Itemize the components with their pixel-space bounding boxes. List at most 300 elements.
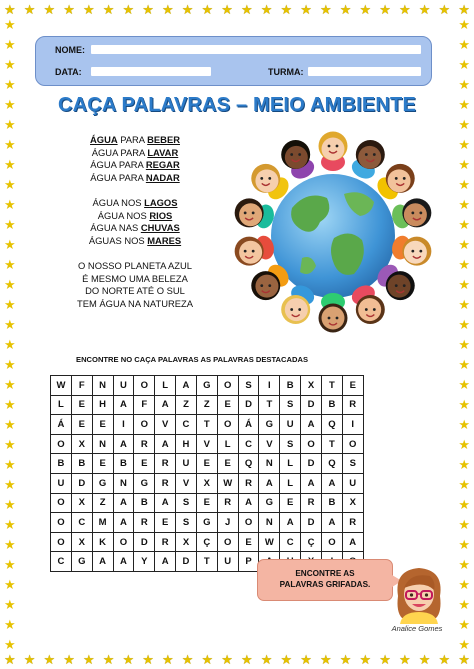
poem-line [40, 285, 230, 298]
star-icon: ★ [43, 2, 56, 17]
grid-cell[interactable]: Z [176, 395, 197, 415]
grid-cell[interactable]: L [280, 473, 301, 493]
star-icon: ★ [280, 2, 293, 17]
grid-cell[interactable]: G [259, 493, 280, 513]
star-icon: ★ [320, 652, 332, 667]
star-icon: ★ [280, 652, 293, 667]
grid-cell[interactable]: R [155, 532, 176, 552]
star-icon: ★ [379, 652, 391, 667]
grid-cell[interactable]: M [92, 513, 113, 533]
grid-cell[interactable]: E [280, 493, 301, 513]
poem-line [40, 184, 230, 197]
grid-cell[interactable]: Ç [301, 532, 322, 552]
star-icon: ★ [4, 337, 16, 352]
poem-line [40, 210, 230, 223]
grid-cell[interactable]: A [155, 434, 176, 454]
star-icon: ★ [102, 2, 115, 17]
grid-cell[interactable]: O [217, 415, 238, 435]
grid-cell[interactable]: R [155, 473, 176, 493]
grid-cell[interactable]: X [196, 473, 217, 493]
grid-cell[interactable]: L [217, 434, 238, 454]
grid-cell[interactable]: Z [92, 493, 113, 513]
grid-cell[interactable]: N [92, 434, 113, 454]
star-icon: ★ [458, 477, 470, 492]
star-icon: ★ [4, 557, 16, 572]
grid-cell[interactable]: B [280, 376, 301, 396]
grid-cell[interactable]: N [113, 473, 134, 493]
grid-cell[interactable]: E [71, 415, 92, 435]
star-icon: ★ [181, 652, 194, 667]
grid-cell[interactable]: T [321, 434, 342, 454]
star-icon: ★ [4, 17, 16, 32]
grid-cell[interactable]: G [259, 415, 280, 435]
star-icon: ★ [418, 652, 431, 667]
grid-cell[interactable]: V [155, 415, 176, 435]
grid-cell[interactable]: G [196, 513, 217, 533]
grid-cell[interactable]: R [134, 513, 155, 533]
grid-cell[interactable]: E [134, 454, 155, 474]
grid-cell[interactable]: U [217, 552, 238, 572]
star-icon: ★ [201, 652, 214, 667]
grid-cell[interactable]: H [176, 434, 197, 454]
star-icon: ★ [4, 417, 16, 432]
poem [40, 134, 230, 310]
callout-bubble [257, 559, 393, 601]
star-icon: ★ [63, 652, 75, 667]
grid-cell[interactable]: I [259, 376, 280, 396]
grid-cell[interactable]: H [92, 395, 113, 415]
grid-cell[interactable]: E [71, 395, 92, 415]
star-icon: ★ [458, 297, 470, 312]
grid-cell[interactable]: G [134, 473, 155, 493]
star-icon: ★ [320, 2, 332, 17]
star-icon: ★ [4, 397, 16, 412]
grid-cell[interactable]: U [280, 415, 301, 435]
grid-cell[interactable]: U [51, 473, 72, 493]
star-icon: ★ [4, 517, 16, 532]
highlighted-word: RIOS [149, 209, 173, 221]
grid-cell[interactable]: B [71, 454, 92, 474]
grid-cell[interactable]: T [321, 376, 342, 396]
star-icon: ★ [221, 652, 233, 667]
star-icon: ★ [83, 2, 95, 17]
star-icon: ★ [458, 57, 470, 72]
grid-cell[interactable]: Q [238, 454, 259, 474]
star-icon: ★ [458, 637, 470, 652]
grid-cell[interactable]: A [155, 552, 176, 572]
grid-cell[interactable]: Y [134, 552, 155, 572]
grid-cell[interactable]: A [92, 552, 113, 572]
poem-text: ÁGUA NOS [92, 196, 145, 208]
highlighted-word: NADAR [145, 171, 180, 183]
star-icon: ★ [4, 477, 16, 492]
grid-cell[interactable]: V [196, 434, 217, 454]
star-icon: ★ [4, 577, 16, 592]
star-icon: ★ [4, 537, 16, 552]
poem-text: DO NORTE ATÉ O SUL [85, 285, 185, 297]
grid-cell[interactable]: U [342, 473, 363, 493]
star-icon: ★ [221, 2, 233, 17]
highlighted-word: CHUVAS [140, 222, 180, 234]
star-icon: ★ [458, 457, 470, 472]
star-icon: ★ [83, 652, 95, 667]
grid-cell[interactable]: D [301, 513, 322, 533]
grid-cell[interactable]: X [342, 493, 363, 513]
poem-text: ÁGUA NOS [97, 209, 150, 221]
star-icon: ★ [339, 652, 352, 667]
star-icon: ★ [4, 197, 16, 212]
star-icon: ★ [4, 137, 16, 152]
star-icon: ★ [458, 237, 470, 252]
turma-field[interactable] [308, 67, 421, 76]
grid-cell[interactable]: A [113, 552, 134, 572]
grid-cell[interactable]: R [342, 395, 363, 415]
grid-cell[interactable]: R [342, 513, 363, 533]
grid-cell[interactable]: E [196, 493, 217, 513]
star-icon: ★ [458, 277, 470, 292]
grid-cell[interactable]: A [113, 395, 134, 415]
star-icon: ★ [399, 2, 411, 17]
child-figure [235, 234, 277, 266]
grid-cell[interactable]: O [134, 376, 155, 396]
grid-cell[interactable]: Q [321, 415, 342, 435]
grid-cell[interactable]: B [113, 454, 134, 474]
grid-cell[interactable]: A [113, 493, 134, 513]
grid-cell[interactable]: C [176, 415, 197, 435]
star-icon: ★ [4, 217, 16, 232]
star-icon: ★ [162, 2, 174, 17]
student-info-box [35, 36, 432, 86]
grid-cell[interactable]: O [51, 434, 72, 454]
grid-cell[interactable]: F [134, 395, 155, 415]
grid-row [51, 395, 364, 415]
star-icon: ★ [458, 117, 470, 132]
grid-cell[interactable]: O [301, 434, 322, 454]
grid-cell[interactable]: L [155, 376, 176, 396]
star-icon: ★ [122, 2, 135, 17]
grid-cell[interactable]: C [51, 552, 72, 572]
grid-cell[interactable]: T [196, 552, 217, 572]
poem-line [40, 197, 230, 210]
grid-cell[interactable]: A [280, 513, 301, 533]
star-icon: ★ [458, 357, 470, 372]
grid-cell[interactable]: E [92, 415, 113, 435]
grid-cell[interactable]: E [342, 376, 363, 396]
callout-line-1: ENCONTRE AS [295, 569, 355, 578]
grid-cell[interactable]: E [196, 454, 217, 474]
grid-cell[interactable]: O [134, 415, 155, 435]
grid-cell[interactable]: A [155, 493, 176, 513]
star-icon: ★ [458, 597, 470, 612]
grid-cell[interactable]: Á [51, 415, 72, 435]
nome-label: NOME: [55, 45, 85, 55]
star-icon: ★ [458, 17, 470, 32]
star-icon: ★ [260, 652, 273, 667]
grid-cell[interactable]: O [217, 532, 238, 552]
globe-icon [271, 174, 395, 298]
star-icon: ★ [43, 652, 56, 667]
star-icon: ★ [458, 557, 470, 572]
star-icon: ★ [4, 652, 16, 667]
highlighted-word: LAGOS [144, 196, 178, 208]
grid-cell[interactable]: B [321, 493, 342, 513]
star-icon: ★ [418, 2, 431, 17]
grid-cell[interactable]: G [92, 473, 113, 493]
child-figure [319, 132, 348, 172]
star-icon: ★ [241, 652, 253, 667]
star-icon: ★ [4, 497, 16, 512]
grid-cell[interactable]: O [321, 532, 342, 552]
star-icon: ★ [359, 2, 372, 17]
grid-cell[interactable]: V [176, 473, 197, 493]
star-icon: ★ [63, 2, 75, 17]
grid-cell[interactable]: D [301, 454, 322, 474]
grid-cell[interactable]: O [342, 434, 363, 454]
star-icon: ★ [458, 197, 470, 212]
grid-cell[interactable]: G [196, 376, 217, 396]
star-icon: ★ [4, 2, 16, 17]
grid-cell[interactable]: Ç [196, 532, 217, 552]
grid-row [51, 415, 364, 435]
teacher-avatar [390, 562, 448, 624]
grid-cell[interactable]: S [176, 513, 197, 533]
poem-line [40, 134, 230, 147]
star-icon: ★ [4, 237, 16, 252]
highlighted-word: ÁGUA [90, 134, 118, 145]
nome-field[interactable] [91, 45, 421, 54]
grid-cell[interactable]: K [92, 532, 113, 552]
star-icon: ★ [142, 2, 154, 17]
star-icon: ★ [458, 2, 470, 17]
grid-cell[interactable]: F [71, 376, 92, 396]
star-icon: ★ [241, 2, 253, 17]
grid-row [51, 434, 364, 454]
grid-cell[interactable]: E [92, 454, 113, 474]
star-icon: ★ [458, 317, 470, 332]
grid-cell[interactable]: I [113, 415, 134, 435]
grid-cell[interactable]: P [238, 552, 259, 572]
grid-cell[interactable]: B [321, 395, 342, 415]
grid-row [51, 493, 364, 513]
word-search-grid [50, 375, 364, 572]
poem-text: O NOSSO PLANETA AZUL [78, 259, 192, 271]
grid-cell[interactable]: D [301, 395, 322, 415]
star-icon: ★ [4, 357, 16, 372]
star-icon: ★ [458, 537, 470, 552]
grid-row [51, 513, 364, 533]
poem-line [40, 273, 230, 286]
child-figure [390, 234, 432, 266]
grid-cell[interactable]: O [238, 513, 259, 533]
grid-cell[interactable]: A [301, 473, 322, 493]
poem-line [40, 159, 230, 172]
grid-cell[interactable]: R [217, 493, 238, 513]
grid-row [51, 376, 364, 396]
star-icon: ★ [4, 297, 16, 312]
star-icon: ★ [458, 437, 470, 452]
grid-cell[interactable]: Á [238, 415, 259, 435]
star-icon: ★ [458, 77, 470, 92]
highlighted-word: LAVAR [147, 146, 179, 158]
grid-cell[interactable]: O [51, 493, 72, 513]
star-icon: ★ [438, 2, 451, 17]
poem-text: É MESMO UMA BELEZA [82, 272, 188, 284]
grid-cell[interactable]: L [51, 395, 72, 415]
grid-cell[interactable]: S [280, 395, 301, 415]
grid-cell[interactable]: Q [321, 454, 342, 474]
callout-line-2: PALAVRAS GRIFADAS. [279, 580, 371, 589]
grid-cell[interactable]: W [217, 473, 238, 493]
star-icon: ★ [458, 517, 470, 532]
star-icon: ★ [458, 397, 470, 412]
grid-cell[interactable]: S [238, 376, 259, 396]
grid-cell[interactable]: S [280, 434, 301, 454]
highlighted-word: REGAR [145, 159, 180, 171]
poem-text: PARA [117, 134, 148, 145]
star-icon: ★ [399, 652, 411, 667]
poem-text: ÁGUA PARA [90, 159, 146, 171]
grid-cell[interactable]: E [155, 513, 176, 533]
poem-line [40, 235, 230, 248]
grid-cell[interactable]: S [342, 454, 363, 474]
star-icon: ★ [458, 417, 470, 432]
grid-cell[interactable]: A [342, 532, 363, 552]
star-icon: ★ [4, 177, 16, 192]
grid-cell[interactable]: A [113, 513, 134, 533]
grid-cell[interactable]: X [71, 434, 92, 454]
grid-cell[interactable]: R [134, 434, 155, 454]
grid-cell[interactable]: B [51, 454, 72, 474]
poem-line [40, 172, 230, 185]
star-icon: ★ [4, 637, 16, 652]
grid-row [51, 473, 364, 493]
grid-cell[interactable]: G [71, 552, 92, 572]
child-figure [390, 198, 432, 230]
grid-cell[interactable]: X [71, 532, 92, 552]
grid-cell[interactable]: C [71, 513, 92, 533]
grid-cell[interactable]: R [301, 493, 322, 513]
child-figure [235, 198, 277, 230]
grid-cell[interactable]: V [259, 434, 280, 454]
poem-line [40, 260, 230, 273]
star-icon: ★ [458, 652, 470, 667]
grid-cell[interactable]: W [51, 376, 72, 396]
grid-cell[interactable]: X [176, 532, 197, 552]
grid-cell[interactable]: D [176, 552, 197, 572]
star-icon: ★ [4, 97, 16, 112]
grid-cell[interactable]: D [134, 532, 155, 552]
grid-cell[interactable]: A [176, 376, 197, 396]
grid-cell[interactable]: X [301, 376, 322, 396]
grid-cell[interactable]: I [342, 415, 363, 435]
grid-cell[interactable]: B [134, 493, 155, 513]
star-border-bottom [4, 653, 470, 666]
grid-cell[interactable]: D [238, 395, 259, 415]
data-label: DATA: [55, 67, 82, 77]
grid-cell[interactable]: N [92, 376, 113, 396]
poem-line [40, 147, 230, 160]
grid-cell[interactable]: C [238, 434, 259, 454]
star-icon: ★ [458, 257, 470, 272]
grid-cell[interactable]: Z [196, 395, 217, 415]
grid-cell[interactable]: J [217, 513, 238, 533]
grid-row [51, 532, 364, 552]
star-icon: ★ [458, 617, 470, 632]
grid-cell[interactable]: L [280, 454, 301, 474]
grid-cell[interactable]: S [176, 493, 197, 513]
grid-cell[interactable]: A [238, 493, 259, 513]
star-icon: ★ [162, 652, 174, 667]
grid-cell[interactable]: T [259, 395, 280, 415]
grid-cell[interactable]: A [321, 513, 342, 533]
instruction-text: ENCONTRE NO CAÇA PALAVRAS AS PALAVRAS DESTACADAS [76, 355, 309, 364]
grid-cell[interactable]: N [259, 454, 280, 474]
grid-cell[interactable]: C [280, 532, 301, 552]
grid-cell[interactable]: W [259, 532, 280, 552]
star-icon: ★ [4, 437, 16, 452]
star-icon: ★ [458, 97, 470, 112]
star-icon: ★ [300, 2, 312, 17]
poem-text: TEM ÁGUA NA NATUREZA [77, 297, 193, 309]
grid-cell[interactable]: O [113, 532, 134, 552]
poem-text: ÁGUA PARA [90, 171, 146, 183]
star-icon: ★ [4, 457, 16, 472]
globe-children-illustration [222, 118, 444, 340]
grid-cell[interactable]: A [321, 473, 342, 493]
grid-cell[interactable]: E [217, 395, 238, 415]
grid-cell[interactable]: O [217, 376, 238, 396]
star-icon: ★ [4, 157, 16, 172]
star-icon: ★ [4, 77, 16, 92]
grid-cell[interactable]: A [155, 395, 176, 415]
grid-cell[interactable]: E [217, 454, 238, 474]
grid-cell[interactable]: R [155, 454, 176, 474]
grid-cell[interactable]: X [71, 493, 92, 513]
poem-text: ÁGUA PARA [91, 146, 148, 158]
star-icon: ★ [379, 2, 391, 17]
star-icon: ★ [458, 497, 470, 512]
star-icon: ★ [458, 137, 470, 152]
grid-row [51, 454, 364, 474]
grid-cell[interactable]: T [196, 415, 217, 435]
grid-cell[interactable]: U [176, 454, 197, 474]
data-field[interactable] [91, 67, 211, 76]
grid-cell[interactable]: E [238, 532, 259, 552]
star-icon: ★ [4, 257, 16, 272]
star-icon: ★ [260, 2, 273, 17]
grid-cell[interactable]: N [259, 513, 280, 533]
grid-cell[interactable]: R [238, 473, 259, 493]
star-icon: ★ [4, 117, 16, 132]
highlighted-word: BEBER [147, 134, 180, 145]
star-icon: ★ [458, 337, 470, 352]
turma-label: TURMA: [268, 67, 304, 77]
star-icon: ★ [122, 652, 135, 667]
star-icon: ★ [4, 37, 16, 52]
grid-cell[interactable]: U [113, 376, 134, 396]
poem-text: ÁGUAS NOS [88, 234, 148, 246]
star-icon: ★ [300, 652, 312, 667]
grid-cell[interactable]: A [301, 415, 322, 435]
grid-cell[interactable]: O [51, 532, 72, 552]
grid-cell[interactable]: O [51, 513, 72, 533]
grid-cell[interactable]: A [113, 434, 134, 454]
poem-line [40, 247, 230, 260]
grid-cell[interactable]: A [259, 473, 280, 493]
grid-cell[interactable]: D [71, 473, 92, 493]
star-border-top [4, 3, 470, 16]
star-icon: ★ [4, 377, 16, 392]
